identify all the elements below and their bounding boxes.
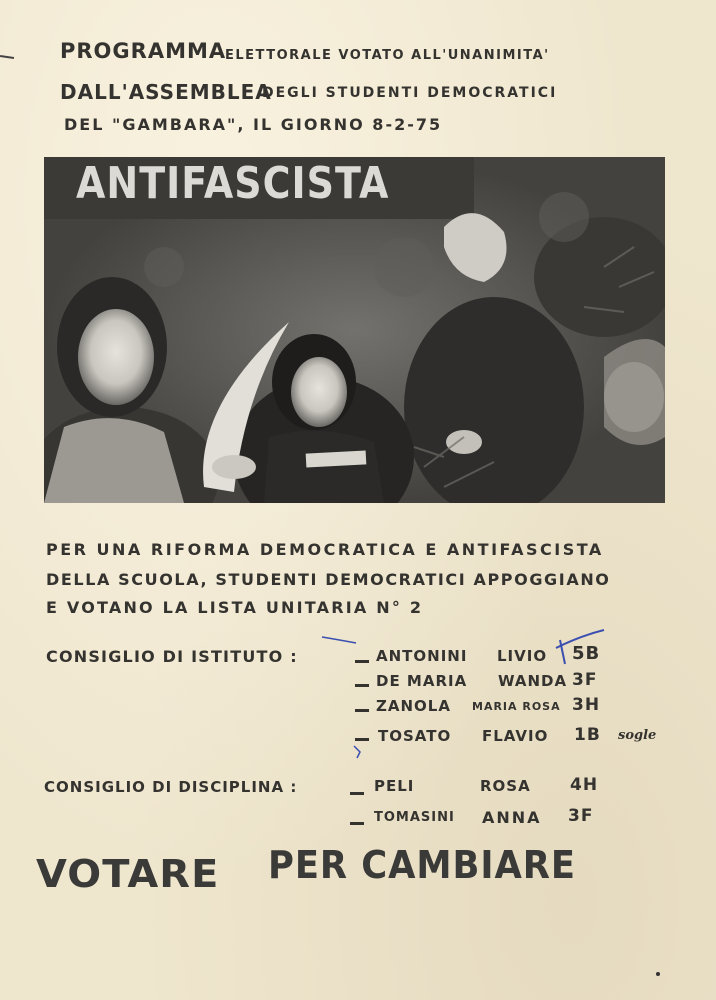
candidate-surname: ZANOLA xyxy=(376,697,451,715)
header-line2-b: DEGLI STUDENTI DEMOCRATICI xyxy=(262,85,558,101)
candidate-name: FLAVIO xyxy=(482,727,549,745)
candidate-name: LIVIO xyxy=(497,647,548,665)
bullet-dash xyxy=(350,822,364,825)
header-line3: DEL "GAMBARA", IL GIORNO 8-2-75 xyxy=(64,115,443,134)
candidate-name: MARIA ROSA xyxy=(472,700,561,713)
handwritten-annotation: sogle xyxy=(618,728,657,743)
header-line2-a: DALL'ASSEMBLEA xyxy=(60,80,272,104)
candidate-surname: TOSATO xyxy=(378,727,452,745)
candidate-surname: TOMASINI xyxy=(374,810,455,825)
candidate-name: ANNA xyxy=(482,808,542,827)
candidate-name: WANDA xyxy=(498,672,568,690)
candidate-class: 3H xyxy=(572,695,601,715)
disciplina-label: CONSIGLIO DI DISCIPLINA : xyxy=(44,778,298,796)
header-line1-a: PROGRAMMA xyxy=(60,39,227,63)
candidate-class: 1B xyxy=(574,725,601,745)
candidate-class: 3F xyxy=(572,670,598,690)
istituto-label: CONSIGLIO DI ISTITUTO : xyxy=(46,647,298,666)
bullet-dash xyxy=(355,709,369,712)
photo-banner-text: ANTIFASCISTA xyxy=(76,157,390,209)
candidate-surname: DE MARIA xyxy=(376,672,468,690)
photo-drawing xyxy=(44,157,665,503)
candidate-class: 4H xyxy=(570,775,599,795)
appeal-line2: DELLA SCUOLA, STUDENTI DEMOCRATICI APPOGGIANO xyxy=(46,570,611,589)
bullet-dash xyxy=(350,792,364,795)
bullet-dash xyxy=(355,684,369,687)
bullet-dash xyxy=(355,738,369,741)
candidate-name: ROSA xyxy=(480,777,531,795)
appeal-line1: PER UNA RIFORMA DEMOCRATICA E ANTIFASCISTA xyxy=(46,540,604,559)
ink-dot xyxy=(656,972,660,976)
candidate-surname: ANTONINI xyxy=(376,647,468,665)
candidate-surname: PELI xyxy=(374,777,415,795)
header-line1-b: ELETTORALE VOTATO ALL'UNANIMITA' xyxy=(225,48,550,63)
candidate-class: 5B xyxy=(572,643,601,664)
bullet-dash xyxy=(355,660,369,663)
appeal-line3: E VOTANO LA LISTA UNITARIA N° 2 xyxy=(46,598,424,617)
slogan-right: PER CAMBIARE xyxy=(268,843,576,887)
candidate-class: 3F xyxy=(568,806,594,826)
protest-photo xyxy=(44,157,665,503)
slogan-left: VOTARE xyxy=(36,852,220,896)
